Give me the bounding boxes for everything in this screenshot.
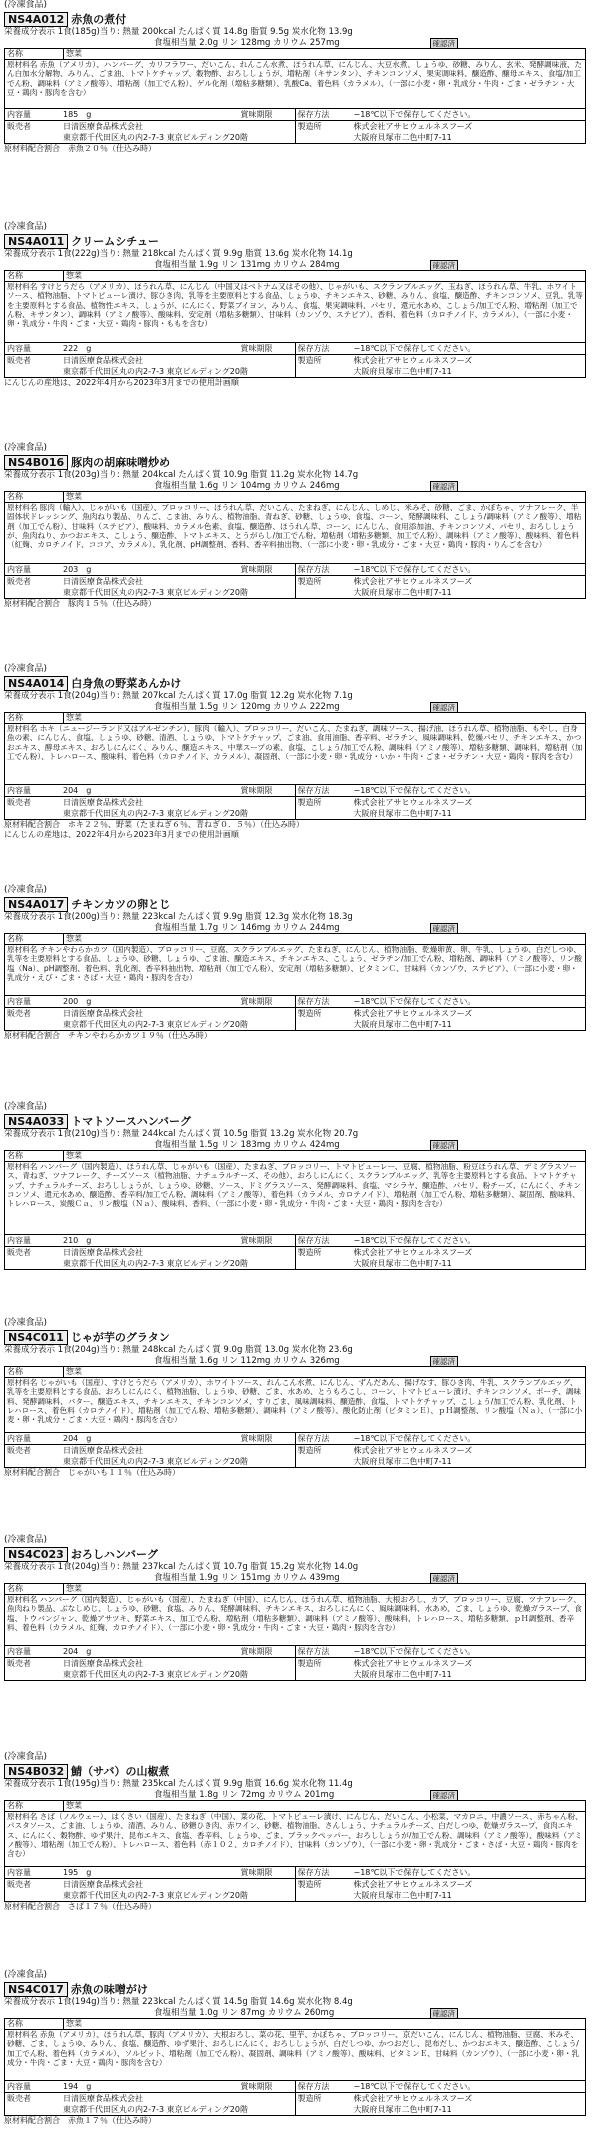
maker-address: 大阪府貝塚市二色中町7-11 [353, 588, 452, 597]
ingredients-text: 原材料名 ハンバーグ（国内製造）、ほうれん草、じゃがいも（国産）、たまねぎ、ブロッコリー、トマトピューレー、豆腐、植物油脂、粉豆ほうれん草、デミグラスソース、青ねぎ、ツナフレーク、チーズソース（植物油脂、ナチュラルチーズ、その他）、おろしにんにく、スクランブルエッグ、乳等を主要原料とする食品、トマトケチャップ、ナチュラルチーズ、おろししょうが、しょうゆ、砂糖、ソース、ドミグラスソース、発酵調味料、食塩、マシラヤ、醸造酢、パセリ、粉チーズ、にんにく、チキンコンソメ、還元水あめ、醸造酢、香辛料/加工でん粉、調味料（アミノ酸等）、着色料（カラメル、カロテノイド）、増粘剤（加工でん粉、増粘多糖類）、凝固剤、酸味料、トレハロース、炭酸Ｃａ、リン酸塩（Ｎａ）、酸味料、香料、（一部に小麦・卵・乳成分・牛肉・ごま・大豆・鶏肉・豚肉を含む） [7, 1162, 581, 1209]
name-label: 名称 [5, 934, 64, 944]
maker-label: 製造所 [297, 577, 322, 586]
name-value: 惣菜 [66, 1151, 82, 1160]
product-title: トマトソースハンバーグ [71, 1115, 191, 1128]
product-title: チキンカツの卵とじ [71, 898, 171, 911]
nutrition-salt: 食塩相当量 1.8g リン 72mg カリウム 201mg [154, 1789, 335, 1800]
storage-value: −18℃以下で保存してください。 [353, 1647, 476, 1656]
ingredients-text: 原材料名 赤魚（アメリカ）、ほうれん草、豚肉（アメリカ）、大根おろし、菜の花、里芋、かぼちゃ、ブロッコリー、京だいこん、にんじん、植物油脂、豆腐、米みそ、砂糖、ごま、しょうゆ、みりん、食塩、醸造酢、ゆず果汁、おろしにんにく、おろししょうが、白だしつゆ、かつおだし、昆布だし、かつおエキス、醸造酢、こしょう/加工でん粉、着色料（カラメル）、ソルビット、増粘剤（加工でん粉）、凝固剤、調味料（アミノ酸等）、酸味料、ビタミンＥ、甘味料（カンゾウ）、（一部に小麦・卵・乳成分・牛肉・ごま・大豆・鶏肉・豚肉を含む） [7, 2030, 580, 2067]
name-label: 名称 [5, 1801, 64, 1811]
content-value: 222 g [63, 344, 92, 353]
best-before-label: 賞味期限 [240, 997, 273, 1006]
product-code: NS4B032 [4, 1764, 68, 1779]
title-row [4, 896, 586, 912]
maker-address: 大阪府貝塚市二色中町7-11 [353, 1259, 452, 1268]
ingredients-row [5, 1812, 585, 1866]
name-label: 名称 [5, 49, 64, 59]
nutrition-line-2 [4, 702, 586, 713]
name-row [5, 934, 585, 945]
name-row [5, 1801, 585, 1812]
storage-value: −18℃以下で保存してください。 [353, 997, 476, 1006]
product-title: 赤魚の味噌がけ [70, 1983, 148, 1996]
company-row [5, 575, 585, 598]
seller-address: 東京都千代田区丸の内2-7-3 東京ビルディング20階 [63, 588, 248, 597]
content-label: 内容量 [7, 1868, 31, 1877]
nutrition-line-2 [4, 38, 586, 49]
company-row [5, 354, 585, 377]
nutrition-line: 栄養成分表示 1食(204g)当り: 熱量 207kcal たんぱく質 17.0g 脂質 12.2g 炭水化物 7.1g [4, 691, 353, 701]
maker-address: 大阪府貝塚市二色中町7-11 [353, 1670, 452, 1679]
name-row [5, 2019, 585, 2030]
seller-name: 日清医療食品株式会社 [63, 2094, 143, 2103]
frozen-food-marker: (冷凍食品) [4, 664, 48, 674]
maker-address: 大阪府貝塚市二色中町7-11 [353, 133, 452, 142]
frozen-food-marker: (冷凍食品) [4, 222, 48, 232]
nutrition-line: 栄養成分表示 1食(210g)当り: 熱量 244kcal たんぱく質 10.5g 脂質 13.2g 炭水化物 20.7g [4, 1129, 359, 1139]
ratio-note: 原材料配合割合 じゃがいも１１％（仕込み時） [4, 1468, 180, 1477]
frozen-food-marker: (冷凍食品) [4, 1970, 48, 1980]
maker-label: 製造所 [297, 1446, 322, 1455]
verified-stamp: 確認済 [430, 481, 459, 492]
title-row [4, 675, 586, 691]
content-label: 内容量 [7, 997, 31, 1006]
content-value: 204 g [63, 1434, 92, 1443]
food-label [4, 664, 586, 840]
storage-value: −18℃以下で保存してください。 [353, 110, 476, 119]
maker-address: 大阪府貝塚市二色中町7-11 [353, 1020, 452, 1029]
product-code: NS4A011 [4, 234, 68, 249]
nutrition-line-2 [4, 1790, 586, 1801]
ingredients-text: 原材料名 赤魚（アメリカ）、ハンバーグ、カリフラワー、だいこん、れんこん水煮、ほうれん草、にんじん、大豆水煮、しょうゆ、砂糖、みりん、玄米、発酵調味液、たん白加水分解物、みりん、ごま油、トマトケチャップ、穀物酢、おろししょうが、増粘剤（キサンタン）、チキンコンソメ、果実调味料、醸造酢、醸母エキス、食塩/加工でん粉、調味料（アミノ酸等）、増粘剤（加工でん粉）、ゲル化剤（増粘多糖類）、乳酸Ca、着色料（カラメル）、（一部に小麦・卵・乳成分・牛肉・ごま・ゼラチン・大豆・鶏肉・豚肉を含む） [7, 60, 583, 97]
company-row [5, 796, 585, 819]
content-row [5, 1645, 585, 1657]
ingredients-row [5, 1595, 585, 1645]
content-row [5, 995, 585, 1007]
seller-label: 販売者 [7, 1446, 31, 1455]
seller-address: 東京都千代田区丸の内2-7-3 東京ビルディング20階 [63, 2105, 248, 2114]
maker-address: 大阪府貝塚市二色中町7-11 [353, 1891, 452, 1900]
product-title: じゃが芋のグラタン [70, 1331, 170, 1344]
ratio-note: 原材料配合割合 豚肉１５％（仕込み時） [4, 599, 156, 608]
content-value: 203 g [63, 565, 92, 574]
verified-stamp: 確認済 [430, 1356, 459, 1367]
best-before-label: 賞味期限 [240, 565, 273, 574]
frozen-food-marker: (冷凍食品) [4, 1102, 48, 1112]
ingredients-row [5, 60, 585, 108]
nutrition-line: 栄養成分表示 1食(195g)当り: 熱量 235kcal たんぱく質 9.9g 脂質 16.6g 炭水化物 11.4g [4, 1779, 353, 1789]
label-table [4, 48, 586, 144]
nutrition-line: 栄養成分表示 1食(222g)当り: 熱量 218kcal たんぱく質 9.9g 脂質 13.6g 炭水化物 14.1g [4, 249, 353, 259]
maker-label: 製造所 [297, 356, 322, 365]
food-label [4, 443, 586, 609]
nutrition-salt: 食塩相当量 1.7g リン 146mg カリウム 244mg [154, 922, 340, 933]
content-row [5, 1432, 585, 1444]
verified-stamp: 確認済 [430, 1790, 459, 1801]
verified-stamp: 確認済 [430, 1573, 459, 1584]
name-value: 惣菜 [66, 1367, 82, 1376]
food-label [4, 885, 586, 1041]
company-row [5, 120, 585, 143]
nutrition-salt: 食塩相当量 2.0g リン 128mg カリウム 257mg [154, 37, 340, 48]
name-value: 惣菜 [66, 934, 82, 943]
ingredients-text: 原材料名 豚肉（輸入）、じゃがいも（国産）、ブロッコリー、ほうれん草、だいこん、たまねぎ、にんじん、しめじ、米みそ、砂糖、ごま、かぼちゃ、ツナフレーク、半固体状ドレッシング、魚肉ねり製品、りんご、こま油、みりん、植物油脂、青ねぎ、砂糖、しょうゆ、食塩、コーン、発酵調味料、こしょう/調味料（アミノ酸等）、増粘剤（加工でん粉）、甘味料（ステビア）、酸味料、カラメル色素、食塩、醸造酢、ほうれん草、コーン、にんじん、食用添加油、チキンコンソメ、パセリ、おろししょうが、魚肉ねり、かつおエキス、こしょう、醸造酢、トマトエキス、とうがらし/加工でん粉、増粘剤（増粘多糖類、加工でん粉）、調味料（アミノ酸等）、酸味料、着色料（紅麹、カロチノイド、ココア、カラメル）、乳化剤、pH調整剤、香料、香辛料抽出物、（一部に小麦・卵・乳成分・ごま・大豆・鶏肉・豚肉・りんごを含む） [7, 503, 582, 550]
verified-stamp: 確認済 [430, 2008, 459, 2019]
seller-name: 日清医療食品株式会社 [63, 1248, 143, 1257]
name-label: 名称 [5, 492, 64, 502]
ratio-note: 原材料配合割合 赤魚１７％（仕込み時） [4, 2116, 156, 2125]
seller-name: 日清医療食品株式会社 [63, 1446, 143, 1455]
maker-address: 大阪府貝塚市二色中町7-11 [353, 2105, 452, 2114]
product-title: 白身魚の野菜あんかけ [71, 677, 182, 690]
label-table [4, 491, 586, 599]
label-table [4, 1800, 586, 1902]
storage-value: −18℃以下で保存してください。 [353, 344, 476, 353]
seller-name: 日清医療食品株式会社 [63, 1659, 143, 1668]
ingredients-text: 原材料名 じゃがいも（国産）、すけとうだら（アメリカ）、ホワイトソース、れんこん水煮、にんじん、ずんだあん、揚げなす、豚ひき肉、牛乳、スクランブルエッグ、乳等を主要原料とする食品、おろしにんにく、植物油脂、しょうゆ、砂糖、ごま、水あめ、とうもろこし、コーン、トマトピューレ漬け、チキンコンソメ、ポーチ、調味料、発酵調味料、バター、醸造エキス、チキンエキス、チキンコンソメ、すりごま、風味調味料、醸造酢、食塩、トマトケチャップ、こしょう/加工でん粉、乳化剤、トレハロース、着色料（カロテノイド）、増粘剤（加工でん粉、増粘多糖類）、調味料（アミノ酸等）、酸化防止剤（ビタミンＥ）、ｐＨ調整剤、リン酸塩（Ｎａ）、（一部に小麦・卵・乳成分・ごま・大豆・鶏肉・豚肉を含む） [7, 1378, 583, 1425]
best-before-label: 賞味期限 [240, 2082, 273, 2091]
nutrition-line: 栄養成分表示 1食(194g)当り: 熱量 223kcal たんぱく質 14.5g 脂質 14.6g 炭水化物 8.4g [4, 1997, 353, 2007]
product-code: NS4A033 [4, 1114, 68, 1129]
maker-name: 株式会社アサヒウェルネスフーズ [353, 1446, 473, 1455]
storage-value: −18℃以下で保存してください。 [353, 565, 476, 574]
maker-name: 株式会社アサヒウェルネスフーズ [353, 798, 473, 807]
content-value: 195 g [63, 1868, 92, 1877]
ratio-note: にんじんの産地は、2022年4月から2023年3月までの使用計画順 [4, 378, 239, 387]
label-table [4, 270, 586, 378]
label-table [4, 1366, 586, 1468]
food-label [4, 0, 586, 154]
content-label: 内容量 [7, 1647, 31, 1656]
content-value: 194 g [63, 2082, 92, 2091]
nutrition-salt: 食塩相当量 1.9g リン 151mg カリウム 439mg [154, 1572, 340, 1583]
content-value: 204 g [63, 1647, 92, 1656]
ingredients-row [5, 945, 585, 995]
content-label: 内容量 [7, 1434, 31, 1443]
nutrition-line-2 [4, 1140, 586, 1151]
food-label [4, 1318, 586, 1478]
product-code: NS4A014 [4, 676, 68, 691]
content-label: 内容量 [7, 2082, 31, 2091]
food-label [4, 1535, 586, 1681]
verified-stamp: 確認済 [430, 38, 459, 49]
storage-label: 保存方法 [297, 565, 330, 574]
title-row [4, 1329, 586, 1345]
food-label [4, 1752, 586, 1912]
title-row [4, 1763, 586, 1779]
ratio-note: 原材料配合割合 さば１７％（仕込み時） [4, 1902, 156, 1911]
product-code: NS4A017 [4, 897, 68, 912]
product-title: 鯖（サバ）の山椒煮 [71, 1765, 170, 1778]
content-row [5, 563, 585, 575]
content-label: 内容量 [7, 344, 31, 353]
best-before-label: 賞味期限 [240, 1647, 273, 1656]
content-value: 200 g [63, 997, 92, 1006]
storage-label: 保存方法 [297, 1434, 330, 1443]
storage-value: −18℃以下で保存してください。 [353, 1236, 476, 1245]
ingredients-row [5, 1378, 585, 1432]
title-row [4, 454, 586, 470]
content-value: 185 g [63, 110, 92, 119]
title-row [4, 11, 586, 27]
name-label: 名称 [5, 271, 64, 281]
storage-label: 保存方法 [297, 786, 330, 795]
frozen-food-marker: (冷凍食品) [4, 443, 48, 453]
seller-label: 販売者 [7, 798, 31, 807]
seller-address: 東京都千代田区丸の内2-7-3 東京ビルディング20階 [63, 809, 248, 818]
seller-name: 日清医療食品株式会社 [63, 122, 143, 131]
storage-label: 保存方法 [297, 2082, 330, 2091]
product-title: 豚肉の胡麻味噌炒め [71, 456, 171, 469]
title-row [4, 1981, 586, 1997]
product-code: NS4C011 [4, 1330, 68, 1345]
name-row [5, 492, 585, 503]
nutrition-salt: 食塩相当量 1.9g リン 131mg カリウム 284mg [154, 259, 340, 270]
content-row [5, 342, 585, 354]
storage-value: −18℃以下で保存してください。 [353, 2082, 476, 2091]
maker-name: 株式会社アサヒウェルネスフーズ [353, 1009, 473, 1018]
ratio-note: 原材料配合割合 ホキ２２％、野菜（たまねぎ６％、青ねぎ０．５％）（仕込み時） [4, 820, 304, 829]
food-label [4, 1970, 586, 2126]
nutrition-line-2 [4, 1573, 586, 1584]
nutrition-salt: 食塩相当量 1.5g リン 120mg カリウム 222mg [154, 701, 340, 712]
storage-label: 保存方法 [297, 1647, 330, 1656]
frozen-food-marker: (冷凍食品) [4, 885, 48, 895]
name-label: 名称 [5, 1584, 64, 1594]
seller-label: 販売者 [7, 122, 31, 131]
ratio-note: 原材料配合割合 赤魚２０％（仕込み時） [4, 144, 156, 153]
nutrition-salt: 食塩相当量 1.5g リン 183mg カリウム 424mg [154, 1139, 340, 1150]
best-before-label: 賞味期限 [240, 110, 273, 119]
storage-label: 保存方法 [297, 997, 330, 1006]
company-row [5, 2092, 585, 2115]
content-row [5, 2080, 585, 2092]
name-row [5, 1367, 585, 1378]
title-row [4, 233, 586, 249]
company-row [5, 1878, 585, 1901]
content-label: 内容量 [7, 1236, 31, 1245]
frozen-food-marker: (冷凍食品) [4, 1752, 48, 1762]
nutrition-salt: 食塩相当量 1.6g リン 112mg カリウム 326mg [154, 1355, 340, 1366]
product-code: NS4C017 [4, 1982, 68, 1997]
company-row [5, 1246, 585, 1269]
nutrition-line-2 [4, 1356, 586, 1367]
maker-name: 株式会社アサヒウェルネスフーズ [353, 1880, 473, 1889]
product-code: NS4A012 [4, 12, 68, 27]
food-label [4, 1102, 586, 1270]
product-code: NS4B016 [4, 455, 68, 470]
food-label [4, 222, 586, 388]
nutrition-line-2 [4, 481, 586, 492]
content-row [5, 1234, 585, 1246]
maker-name: 株式会社アサヒウェルネスフーズ [353, 1248, 473, 1257]
nutrition-line-2 [4, 2008, 586, 2019]
seller-name: 日清医療食品株式会社 [63, 798, 143, 807]
ingredients-row [5, 282, 585, 342]
seller-label: 販売者 [7, 2094, 31, 2103]
seller-address: 東京都千代田区丸の内2-7-3 東京ビルディング20階 [63, 1670, 248, 1679]
storage-label: 保存方法 [297, 1236, 330, 1245]
name-row [5, 1151, 585, 1162]
storage-label: 保存方法 [297, 344, 330, 353]
ingredients-row [5, 2030, 585, 2080]
best-before-label: 賞味期限 [240, 1236, 273, 1245]
seller-label: 販売者 [7, 1248, 31, 1257]
best-before-label: 賞味期限 [240, 1434, 273, 1443]
title-row [4, 1113, 586, 1129]
nutrition-salt: 食塩相当量 1.0g リン 87mg カリウム 260mg [154, 2007, 335, 2018]
seller-label: 販売者 [7, 1659, 31, 1668]
ratio-note-2: にんじんの産地は、2022年4月から2023年3月までの使用計画順 [4, 830, 239, 839]
name-label: 名称 [5, 1151, 64, 1161]
ingredients-row [5, 724, 585, 784]
nutrition-line-2 [4, 260, 586, 271]
seller-label: 販売者 [7, 356, 31, 365]
label-table [4, 933, 586, 1031]
ingredients-row [5, 1162, 585, 1234]
seller-address: 東京都千代田区丸の内2-7-3 東京ビルディング20階 [63, 133, 248, 142]
company-row [5, 1657, 585, 1680]
label-table [4, 2018, 586, 2116]
verified-stamp: 確認済 [430, 1140, 459, 1151]
product-code: NS4C023 [4, 1547, 68, 1562]
ingredients-text: 原材料名 すけとうだら（アメリカ）、ほうれん草、にんじん（中国又はベトナム又はその他）、じゃがいも、スクランブルエッグ、玉ねぎ、ほうれん草、牛乳、ホワイトソース、植物油脂、トマトピューレ漬け、豚ひき肉、乳等を主要原料とする食品、しょうゆ、チキンエキス、砂糖、みりん、食塩、醸造酢、チキンコンソメ、豆乳、乳等を主要原料とする食品、植物性エキス、しょうが、にんにく、野菜ブイヨン、みりん、食塩、果実調味料、パセリ、還元水あめ、こしょう/加工でん粉、増粘剤（加工でん粉、キサンタン）、調味料（アミノ酸等）、酸味料、安定剤（増粘多糖類）、甘味料（カンゾウ、ステビア）、香料、着色料（カロチノイド、カラメル）、（一部に小麦・卵・乳成分・牛肉・ごま・大豆・鶏肉・豚肉・ももを含む） [7, 282, 583, 329]
best-before-label: 賞味期限 [240, 786, 273, 795]
seller-address: 東京都千代田区丸の内2-7-3 東京ビルディング20階 [63, 1457, 248, 1466]
name-row [5, 49, 585, 60]
name-value: 惣菜 [66, 1584, 82, 1593]
content-row [5, 784, 585, 796]
verified-stamp: 確認済 [430, 923, 459, 934]
frozen-food-marker: (冷凍食品) [4, 1318, 48, 1328]
name-value: 惣菜 [66, 713, 82, 722]
seller-address: 東京都千代田区丸の内2-7-3 東京ビルディング20階 [63, 367, 248, 376]
verified-stamp: 確認済 [430, 260, 459, 271]
maker-name: 株式会社アサヒウェルネスフーズ [353, 2094, 473, 2103]
seller-address: 東京都千代田区丸の内2-7-3 東京ビルディング20階 [63, 1259, 248, 1268]
ingredients-text: 原材料名 ハンバーグ（国内製造）、じゃがいも（国産）、たまねぎ（中国）、にんじん、ほうれん草、植物油脂、大根おろし、カブ、ブロッコリー、豆腐、ツナフレーク、魚肉ねり製品、ぶなしめじ、しょうゆ、砂糖、食塩、みりん、発酵調味料、チキンエキス、おろしにんにく、風味調味料、水あめ、ごま、しょうゆ、乾燥ガラスープ、食塩、トウバンジャン、乾燥アサツキ、野菜エキス、加工でん粉、増粘剤（増粘多糖類）、調味料（アミノ酸等）、酸味料、トレハロース、増粘多糖類、ｐＨ調整剤、香辛料、着色料（カラメル、紅麹、カロチノイド）、（一部に小麦・卵・乳成分・牛肉・ごま・大豆・鶏肉・豚肉を含む） [7, 1595, 582, 1632]
storage-value: −18℃以下で保存してください。 [353, 1868, 476, 1877]
best-before-label: 賞味期限 [240, 1868, 273, 1877]
name-row [5, 713, 585, 724]
ingredients-text: 原材料名 チキンやわらかカツ（国内製造）、ブロッコリー、豆腐、スクランブルエッグ、たまねぎ、にんじん、植物油脂、乾燥卵黄、卵、牛乳、しょうゆ、白だしつゆ、乳等を主要原料とする食品、しょうゆ、砂糖、しょうゆ、ごま油、醸造エキス、チキンエキス、こしょう、ゼラチン/加工でん粉、増粘剤、調味料（アミノ酸等）、リン酸塩（Na）、pH調整剤、着色料、乳化剤、香辛料抽出物、増粘剤（加工でん粉）、安定剤（増粘多糖類）、ビタミンＣ、甘味料（カンゾウ、ステビア）、（一部に小麦・卵・乳成分・えび・ごま・さば・大豆・鶏肉・豚肉を含む） [7, 945, 582, 982]
nutrition-salt: 食塩相当量 1.6g リン 104mg カリウム 246mg [154, 480, 340, 491]
maker-address: 大阪府貝塚市二色中町7-11 [353, 809, 452, 818]
seller-address: 東京都千代田区丸の内2-7-3 東京ビルディング20階 [63, 1020, 248, 1029]
company-row [5, 1007, 585, 1030]
content-label: 内容量 [7, 110, 31, 119]
product-title: クリームシチュー [71, 235, 159, 248]
seller-name: 日清医療食品株式会社 [63, 356, 143, 365]
content-row [5, 108, 585, 120]
storage-label: 保存方法 [297, 110, 330, 119]
nutrition-line: 栄養成分表示 1食(203g)当り: 熱量 204kcal たんぱく質 10.9g 脂質 11.2g 炭水化物 14.7g [4, 470, 359, 480]
name-row [5, 271, 585, 282]
title-row [4, 1546, 586, 1562]
storage-label: 保存方法 [297, 1868, 330, 1877]
maker-label: 製造所 [297, 1659, 322, 1668]
name-value: 惣菜 [66, 1801, 82, 1810]
maker-name: 株式会社アサヒウェルネスフーズ [353, 356, 473, 365]
verified-stamp: 確認済 [430, 702, 459, 713]
frozen-food-marker: (冷凍食品) [4, 0, 48, 10]
content-row [5, 1866, 585, 1878]
label-table [4, 712, 586, 820]
maker-label: 製造所 [297, 1880, 322, 1889]
nutrition-line: 栄養成分表示 1食(185g)当り: 熱量 200kcal たんぱく質 14.8g 脂質 9.5g 炭水化物 13.9g [4, 27, 353, 37]
product-title: 赤魚の煮付 [71, 13, 127, 26]
label-table [4, 1150, 586, 1270]
seller-name: 日清医療食品株式会社 [63, 577, 143, 586]
nutrition-line: 栄養成分表示 1食(200g)当り: 熱量 223kcal たんぱく質 9.9g 脂質 12.3g 炭水化物 18.3g [4, 912, 353, 922]
maker-address: 大阪府貝塚市二色中町7-11 [353, 1457, 452, 1466]
seller-label: 販売者 [7, 577, 31, 586]
seller-label: 販売者 [7, 1880, 31, 1889]
maker-name: 株式会社アサヒウェルネスフーズ [353, 122, 473, 131]
maker-label: 製造所 [297, 122, 322, 131]
maker-label: 製造所 [297, 2094, 322, 2103]
content-value: 204 g [63, 786, 92, 795]
seller-label: 販売者 [7, 1009, 31, 1018]
nutrition-line: 栄養成分表示 1食(204g)当り: 熱量 248kcal たんぱく質 9.0g 脂質 13.0g 炭水化物 23.6g [4, 1345, 353, 1355]
ingredients-row [5, 503, 585, 563]
maker-name: 株式会社アサヒウェルネスフーズ [353, 1659, 473, 1668]
nutrition-line-2 [4, 923, 586, 934]
content-label: 内容量 [7, 565, 31, 574]
ingredients-text: 原材料名 さば（ノルウェー）、はくさい（国産）、たまねぎ（中国）、菜の花、トマトピューレ漬け、にんじん、だいこん、小松菜、マカロニ、中濃ソース、赤ちゃん粉、パスタソース、ごま油、しょうゆ、清酒、みりん、砂糖ひき肉、赤ワイン、砂糖、植物油脂、さんしょう、ナチュラルチーズ、白だしつゆ、乾燥ガラスープ、食肉エキス、にんにく、穀物酢、ゆず果汁、昆布エキス、食塩、香辛料、しょうゆ、ごま、ブラックペッパー、おろししょうが/加工でん粉、調味料（アミノ酸等）、酸味料（アミノ酸等）、増粘剤（加工でん粉）、トレハロース、着色料（赤１０２、カロチノイド）、甘味料（カンゾウ）、（一部に小麦・卵・乳成分・ごま・さば・大豆・鶏肉・豚肉を含む） [7, 1812, 583, 1859]
frozen-food-marker: (冷凍食品) [4, 1535, 48, 1545]
storage-value: −18℃以下で保存してください。 [353, 786, 476, 795]
maker-label: 製造所 [297, 1009, 322, 1018]
maker-label: 製造所 [297, 798, 322, 807]
best-before-label: 賞味期限 [240, 344, 273, 353]
name-value: 惣菜 [66, 271, 82, 280]
maker-name: 株式会社アサヒウェルネスフーズ [353, 577, 473, 586]
name-label: 名称 [5, 2019, 64, 2029]
maker-address: 大阪府貝塚市二色中町7-11 [353, 367, 452, 376]
maker-label: 製造所 [297, 1248, 322, 1257]
product-title: おろしハンバーグ [70, 1548, 159, 1561]
ratio-note: 原材料配合割合 チキンやわらかカツ１９％（仕込み時） [4, 1031, 212, 1040]
label-table [4, 1583, 586, 1681]
company-row [5, 1444, 585, 1467]
name-label: 名称 [5, 1367, 64, 1377]
name-value: 惣菜 [66, 492, 82, 501]
ingredients-text: 原材料名 ホキ（ニュージーランド又はアルゼンチン）、豚肉（輸入）、ブロッコリー、だいこん、たまねぎ、調味ソース、揚げ油、ほうれん草、植物油脂、もやし、白身魚の素、にんじん、食塩、しょうゆ、砂糖、清酒、しょうゆ、トマトケチャップ、ごま油、食用油脂、香辛料、ゼラチン、風味調味料、乾燥パセリ、チキンエキス、かつおエキス、酵母エキス、おろしにんにく、みりん、醸造エキス、中華スープの素、食塩、こしょう/加工でん粉、調味料（アミノ酸等）、増粘多糖類、調味料、増粘剤（加工でん粉）、トレハロース、酸味料、着色料（カロチノイド、カラメル）、凝固剤、（一部に小麦・卵・乳成分・いか・牛肉・ごま・ゼラチン・大豆・鶏肉・豚肉を含む） [7, 724, 583, 761]
name-value: 惣菜 [66, 2019, 82, 2028]
name-value: 惣菜 [66, 49, 82, 58]
name-label: 名称 [5, 713, 64, 723]
seller-address: 東京都千代田区丸の内2-7-3 東京ビルディング20階 [63, 1891, 248, 1900]
name-row [5, 1584, 585, 1595]
storage-value: −18℃以下で保存してください。 [353, 1434, 476, 1443]
content-label: 内容量 [7, 786, 31, 795]
seller-name: 日清医療食品株式会社 [63, 1880, 143, 1889]
nutrition-line: 栄養成分表示 1食(204g)当り: 熱量 237kcal たんぱく質 10.7g 脂質 15.2g 炭水化物 14.0g [4, 1562, 359, 1572]
content-value: 210 g [63, 1236, 92, 1245]
seller-name: 日清医療食品株式会社 [63, 1009, 143, 1018]
